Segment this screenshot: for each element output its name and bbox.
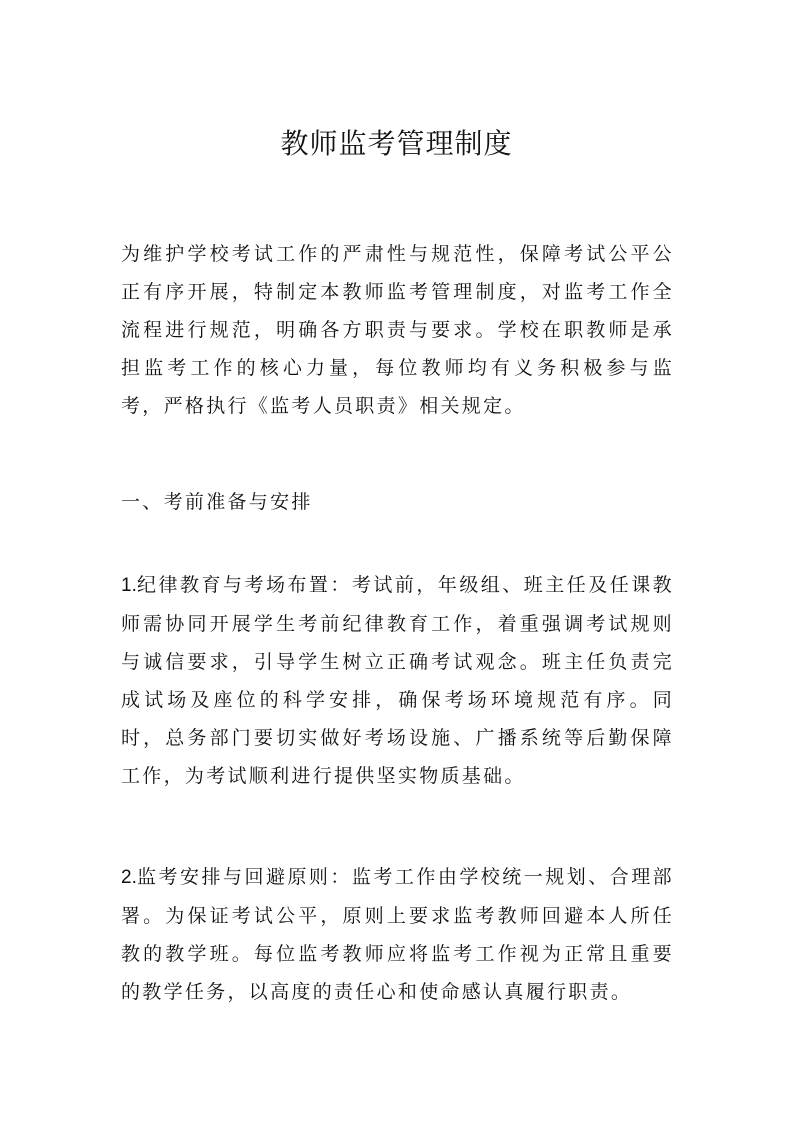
- item-number: 1.: [121, 575, 137, 596]
- intro-paragraph: 为维护学校考试工作的严肃性与规范性，保障考试公平公正有序开展，特制定本教师监考管理制度，对监考工作全流程进行规范，明确各方职责与要求。学校在职教师是承担监考工作的核心力量，每位教师均有义务积极参与监考，严格执行《监考人员职责》相关规定。: [121, 243, 674, 417]
- item-number: 2.: [121, 867, 137, 888]
- section-heading: 一、考前准备与安排: [121, 491, 313, 513]
- document-title: 教师监考管理制度: [280, 127, 513, 160]
- list-item: [121, 566, 674, 795]
- item-text: 纪律教育与考场布置：考试前，年级组、班主任及任课教师需协同开展学生考前纪律教育工作，着重强调考试规则与诚信要求，引导学生树立正确考试观念。班主任负责完成试场及座位的科学安排，确保考场环境规范有序。同时，总务部门要切实做好考场设施、广播系统等后勤保障工作，为考试顺利进行提供坚实物质基础。: [121, 574, 674, 787]
- item-text: 监考安排与回避原则：监考工作由学校统一规划、合理部署。为保证考试公平，原则上要求监考教师回避本人所任教的教学班。每位监考教师应将监考工作视为正常且重要的教学任务，以高度的责任心和使命感认真履行职责。: [121, 866, 674, 1003]
- list-item: [121, 858, 674, 1011]
